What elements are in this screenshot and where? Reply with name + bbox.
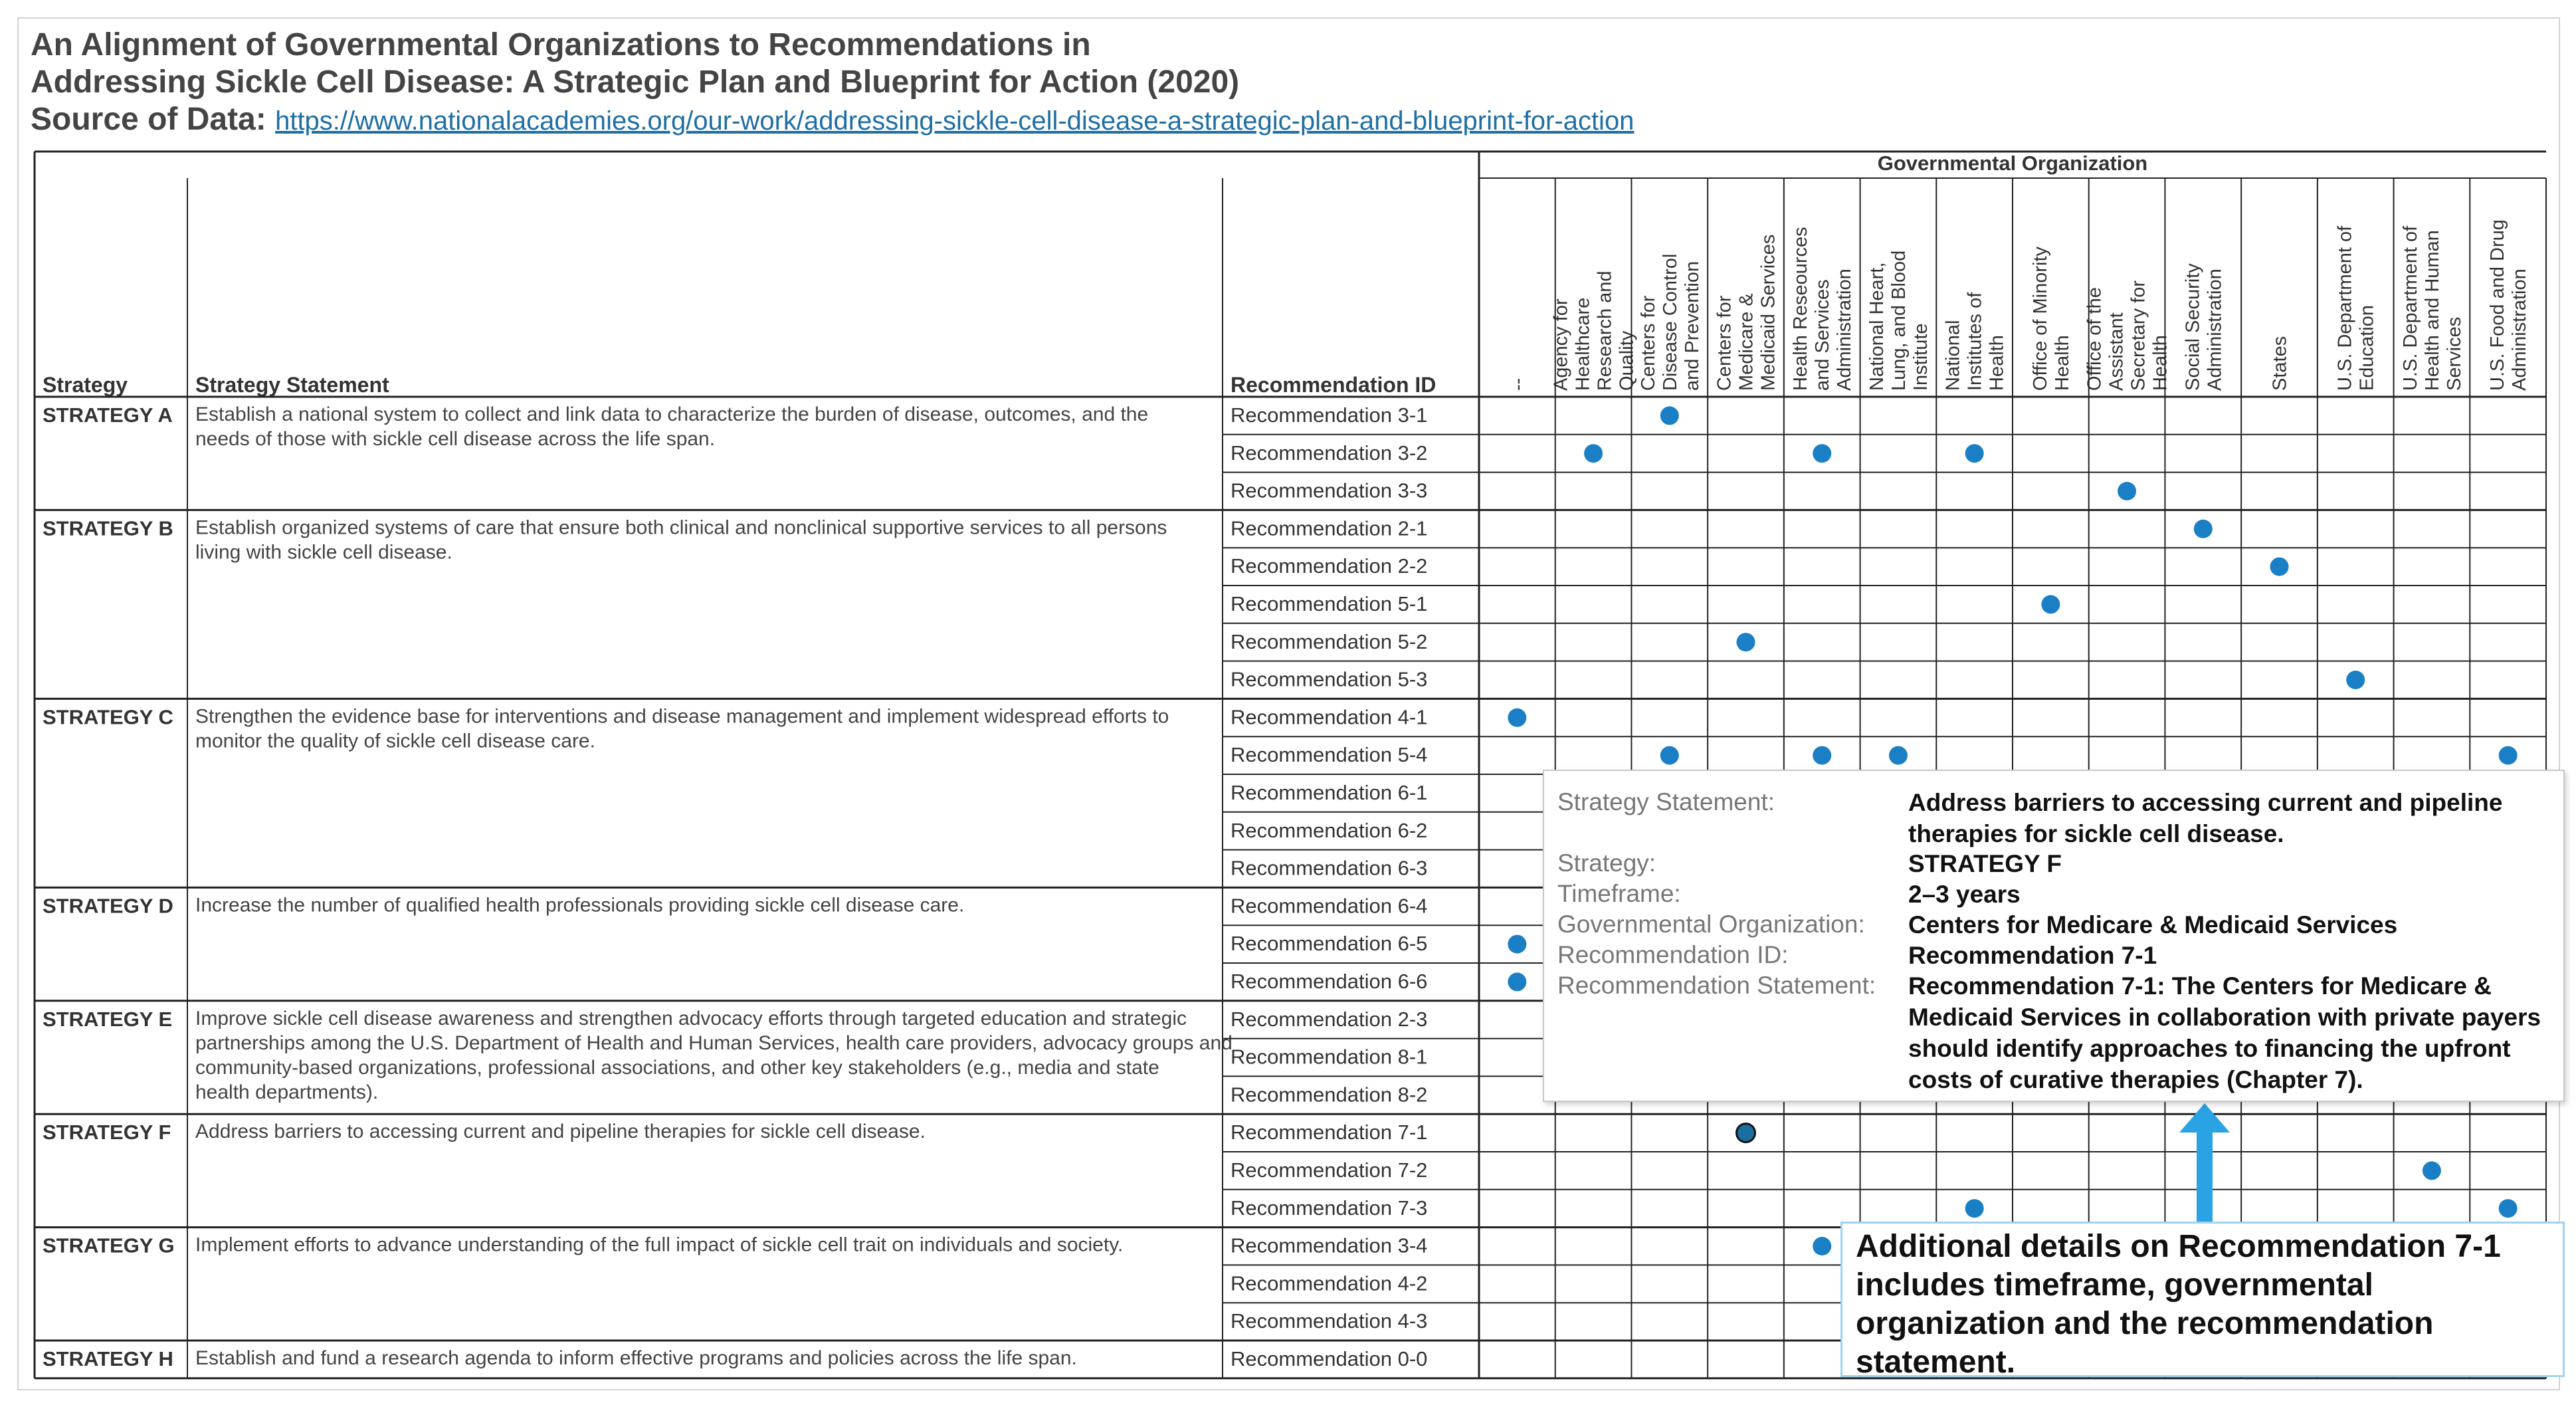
strategy-statement-4-line-0: Improve sickle cell disease awareness and strengthen advocacy efforts through targeted education and strategic <box>195 1007 1187 1029</box>
org-header-11-line-0: U.S. Department of <box>2334 225 2356 391</box>
strategy-statement-4-line-3: health departments). <box>195 1081 379 1103</box>
org-header-12-line-2: Services <box>2443 316 2465 391</box>
recommendation-id-5: Recommendation 5-1 <box>1231 592 1428 615</box>
recommendation-id-13: Recommendation 6-4 <box>1231 894 1428 918</box>
org-header-1-line-2: Research and <box>1594 270 1616 391</box>
org-header-8-line-0: Office of the <box>2084 287 2106 391</box>
details-tooltip <box>1543 770 2565 1102</box>
alignment-dot[interactable] <box>1965 1199 1984 1218</box>
recommendation-id-17: Recommendation 8-1 <box>1231 1045 1428 1069</box>
org-header-9-line-0: Social Security <box>2182 263 2204 391</box>
org-header-5-line-2: Institute <box>1910 323 1932 391</box>
recommendation-id-20: Recommendation 7-2 <box>1231 1158 1428 1182</box>
recommendation-id-12: Recommendation 6-3 <box>1231 856 1428 880</box>
alignment-dot[interactable] <box>1965 444 1984 463</box>
org-header-13-line-0: U.S. Food and Drug <box>2487 219 2509 391</box>
strategy-statement-7-line-0: Establish and fund a research agenda to inform effective programs and policies across the life span. <box>195 1347 1077 1369</box>
org-header-12-line-1: Health and Human <box>2421 230 2443 391</box>
org-header-5-line-0: National Heart, <box>1866 262 1888 391</box>
org-header-6-line-1: Institutes of <box>1964 292 1986 391</box>
source-link[interactable]: https://www.nationalacademies.org/our-work/addressing-sickle-cell-disease-a-strategic-plan-and-blueprint-for-action <box>275 106 1635 136</box>
recommendation-id-16: Recommendation 2-3 <box>1231 1007 1428 1031</box>
org-header-4-line-1: and Services <box>1812 279 1834 391</box>
strategy-name-5: STRATEGY F <box>43 1121 171 1144</box>
org-header-10-line-0: States <box>2269 336 2291 391</box>
tooltip-label-0: Strategy Statement: <box>1557 788 1775 815</box>
alignment-dot[interactable] <box>1508 708 1526 727</box>
strategy-statement-6-line-0: Implement efforts to advance understanding of the full impact of sickle cell trait on individuals and society. <box>195 1234 1124 1256</box>
callout-arrow-shaft <box>2197 1130 2213 1223</box>
alignment-dot[interactable] <box>2041 595 2060 613</box>
recommendation-id-7: Recommendation 5-3 <box>1231 667 1428 691</box>
alignment-dot[interactable] <box>1737 633 1755 651</box>
alignment-dot[interactable] <box>1889 746 1908 765</box>
recommendation-id-24: Recommendation 4-3 <box>1231 1309 1428 1333</box>
org-header-7-line-0: Office of Minority <box>2029 246 2051 391</box>
alignment-dot[interactable] <box>1508 972 1526 991</box>
tooltip-label-5: Recommendation Statement: <box>1557 972 1876 999</box>
strategy-statement-2-line-0: Strengthen the evidence base for interventions and disease management and implement widespread efforts to <box>195 705 1169 728</box>
tooltip-label-2: Timeframe: <box>1557 880 1681 907</box>
recommendation-id-0: Recommendation 3-1 <box>1231 403 1428 427</box>
strategy-name-0: STRATEGY A <box>43 403 173 427</box>
callout-arrow-head <box>2179 1103 2230 1133</box>
recommendation-id-14: Recommendation 6-5 <box>1231 932 1428 956</box>
org-header-9-line-1: Administration <box>2204 269 2226 391</box>
alignment-dot[interactable] <box>2270 558 2289 576</box>
strategy-name-3: STRATEGY D <box>43 894 173 918</box>
alignment-dot[interactable] <box>1813 444 1831 463</box>
recommendation-id-11: Recommendation 6-2 <box>1231 818 1428 842</box>
strategy-name-7: STRATEGY H <box>43 1347 173 1370</box>
recommendation-id-6: Recommendation 5-2 <box>1231 629 1428 653</box>
alignment-dot[interactable] <box>2499 746 2518 765</box>
recommendation-id-9: Recommendation 5-4 <box>1231 743 1428 767</box>
recommendation-id-22: Recommendation 3-4 <box>1231 1234 1428 1257</box>
tooltip-label-4: Recommendation ID: <box>1557 941 1789 968</box>
strategy-statement-4-line-2: community-based organizations, professional associations, and other key stakeholders (e.g., media and state <box>195 1056 1159 1079</box>
org-header-3-line-1: Medicare & <box>1735 293 1757 391</box>
org-header-5-line-1: Lung, and Blood <box>1888 250 1910 391</box>
col-header-statement: Strategy Statement <box>195 373 389 397</box>
chart-title-line-2: Addressing Sickle Cell Disease: A Strategic Plan and Blueprint for Action (2020) <box>31 64 1240 100</box>
source-label: Source of Data: <box>31 102 266 137</box>
selected-alignment-dot[interactable] <box>1737 1124 1755 1142</box>
recommendation-id-19: Recommendation 7-1 <box>1231 1121 1428 1144</box>
strategy-statement-1-line-0: Establish organized systems of care that ensure both clinical and nonclinical supportive services to all persons <box>195 516 1167 539</box>
strategy-name-1: STRATEGY B <box>43 516 173 540</box>
org-header-7-line-1: Health <box>2051 335 2073 391</box>
alignment-dot[interactable] <box>1813 1237 1831 1255</box>
alignment-dot[interactable] <box>2118 482 2136 500</box>
recommendation-id-2: Recommendation 3-3 <box>1231 479 1428 502</box>
org-header-6-line-2: Health <box>1986 335 2008 391</box>
strategy-statement-0-line-1: needs of those with sickle cell disease across the life span. <box>195 428 716 450</box>
tooltip-value-3: Centers for Medicare & Medicaid Services <box>1908 911 2398 938</box>
col-header-strategy: Strategy <box>43 373 128 397</box>
org-header-0-line-0: -- <box>1507 378 1529 391</box>
org-header-4-line-0: Health Reseources <box>1790 227 1812 391</box>
recommendation-id-1: Recommendation 3-2 <box>1231 441 1428 465</box>
alignment-dot[interactable] <box>2499 1199 2518 1218</box>
org-header-8-line-3: Health <box>2149 335 2171 391</box>
strategy-name-2: STRATEGY C <box>43 705 173 729</box>
tooltip-value-0: Address barriers to accessing current and pipeline therapies for sickle cell disease. <box>1908 789 2503 847</box>
alignment-dot[interactable] <box>1508 935 1526 954</box>
alignment-dot[interactable] <box>2423 1161 2441 1180</box>
alignment-dot[interactable] <box>1660 406 1679 425</box>
strategy-statement-4-line-1: partnerships among the U.S. Department of Health and Human Services, health care providers, advocacy groups and <box>195 1031 1233 1054</box>
recommendation-id-4: Recommendation 2-2 <box>1231 554 1428 578</box>
tooltip-value-1: STRATEGY F <box>1908 850 2062 877</box>
org-header-8-line-1: Assistant <box>2106 312 2128 391</box>
tooltip-value-5: Recommendation 7-1: The Centers for Medicare & Medicaid Services in collaboration with private payers should identify approaches to financing the upfront costs of curative therapies (Chapter 7). <box>1908 972 2541 1093</box>
group-header: Governmental Organization <box>1877 152 2148 175</box>
org-header-11-line-1: Education <box>2356 305 2378 391</box>
org-header-3-line-2: Medicaid Services <box>1757 234 1779 391</box>
strategy-statement-2-line-1: monitor the quality of sickle cell disease care. <box>195 730 595 752</box>
recommendation-id-23: Recommendation 4-2 <box>1231 1271 1428 1295</box>
recommendation-id-10: Recommendation 6-1 <box>1231 781 1428 804</box>
alignment-dot[interactable] <box>2194 520 2213 538</box>
strategy-statement-0-line-0: Establish a national system to collect and link data to characterize the burden of disease, outcomes, and the <box>195 403 1149 425</box>
org-header-1-line-3: Quality <box>1616 330 1638 391</box>
org-header-6-line-0: National <box>1942 320 1964 391</box>
col-header-rec-id: Recommendation ID <box>1231 373 1437 397</box>
org-header-12-line-0: U.S. Department of <box>2399 225 2421 391</box>
org-header-1-line-0: Agency for <box>1550 298 1572 391</box>
strategy-name-6: STRATEGY G <box>43 1234 175 1257</box>
org-header-3-line-0: Centers for <box>1714 295 1735 391</box>
recommendation-id-21: Recommendation 7-3 <box>1231 1196 1428 1220</box>
strategy-statement-3-line-0: Increase the number of qualified health professionals providing sickle cell disease care. <box>195 894 965 917</box>
tooltip-value-4: Recommendation 7-1 <box>1908 942 2157 969</box>
org-header-1-line-1: Healthcare <box>1572 297 1594 391</box>
org-header-8-line-2: Secretary for <box>2128 280 2149 391</box>
org-header-2-line-1: Disease Control <box>1659 253 1681 391</box>
tooltip-value-2: 2–3 years <box>1908 881 2021 908</box>
alignment-dot[interactable] <box>1813 746 1831 765</box>
org-header-13-line-1: Administration <box>2509 269 2531 391</box>
org-header-4-line-2: Administration <box>1834 269 1856 391</box>
strategy-name-4: STRATEGY E <box>43 1007 173 1031</box>
alignment-dot[interactable] <box>2346 671 2365 689</box>
recommendation-id-25: Recommendation 0-0 <box>1231 1347 1428 1370</box>
recommendation-id-18: Recommendation 8-2 <box>1231 1083 1428 1107</box>
alignment-dot[interactable] <box>1660 746 1679 765</box>
tooltip-label-1: Strategy: <box>1557 849 1656 877</box>
chart-title-line-1: An Alignment of Governmental Organizations to Recommendations in <box>31 27 1091 62</box>
recommendation-id-15: Recommendation 6-6 <box>1231 970 1428 993</box>
annotation-callout: Additional details on Recommendation 7-1 includes timeframe, governmental organization and the recommendation statement. <box>1840 1222 2565 1377</box>
strategy-statement-1-line-1: living with sickle cell disease. <box>195 541 452 564</box>
recommendation-id-8: Recommendation 4-1 <box>1231 705 1428 729</box>
alignment-dot[interactable] <box>1584 444 1603 463</box>
recommendation-id-3: Recommendation 2-1 <box>1231 516 1428 540</box>
org-header-2-line-2: and Prevention <box>1681 261 1703 391</box>
org-header-2-line-0: Centers for <box>1637 295 1659 391</box>
tooltip-label-3: Governmental Organization: <box>1557 911 1865 938</box>
strategy-statement-5-line-0: Address barriers to accessing current and pipeline therapies for sickle cell disease. <box>195 1121 926 1143</box>
